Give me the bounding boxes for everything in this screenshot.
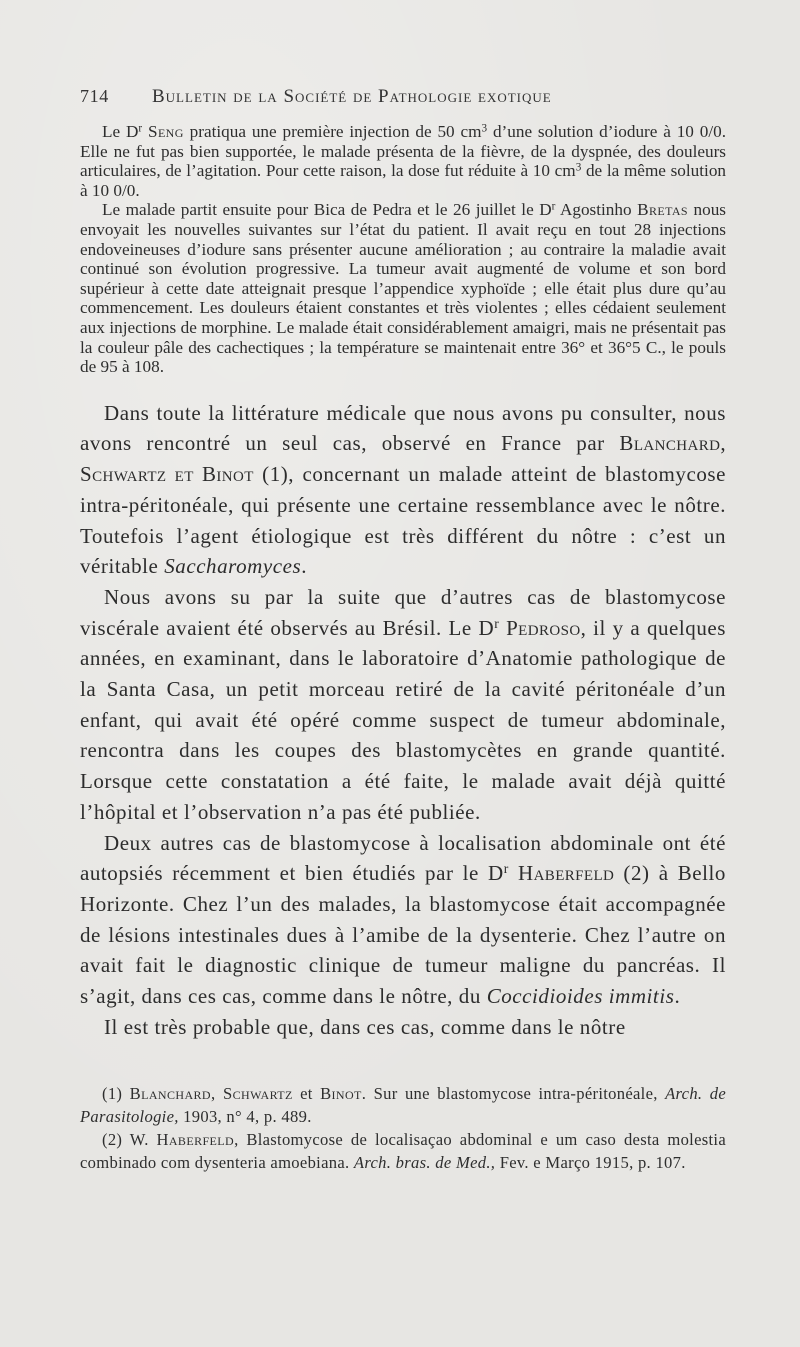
paragraph [80,582,726,828]
paragraph [80,828,726,1012]
author-names: Blanchard, Schwartz et Binot [80,431,726,487]
text-run: . [674,984,681,1009]
species-name: Saccharomyces [164,554,302,579]
text-run: et [292,1084,321,1104]
author-names: Blanchard, Schwartz [129,1084,293,1104]
footnote-marker: (1) [102,1084,130,1104]
text-run: nous envoyait les nouvelles suivantes sur l’état du patient. Il avait reçu en tout 28 injections endoveineuses d’iodure sans présenter aucune amélioration ; au contraire la maladie avait continué son évolution progressive. La tumeur avait augmenté de volume et son bord supérieur à cette date atteignait presque l’appendice xyphoïde ; elle était plus dure qu’au commencement. Les douleurs étaient constantes et très violentes ; elles cédaient seulement aux injections de morphine. Le malade était considérablement amaigri, mais ne présentait pas la couleur pâle des cachectiques ; la température se maintenait entre 36° et 36°5 C., le pouls de 95 à 108. [80,200,726,377]
text-run: de la même solution à 10 0/0. [80,161,727,200]
text-run: pratiqua une première injection de 50 cm [183,122,482,141]
journal-citation: Arch. bras. de Med., [353,1153,496,1173]
text-run: Le malade partit ensuite pour Bica de Pedra et le 26 juillet le D [102,200,552,220]
footnote-2 [80,1128,726,1174]
text-run: , Blastomycose de localisaçao abdominal e um caso desta molestia combinado com dysenteria amoebiana. [80,1130,726,1173]
discussion-text [80,398,726,1043]
text-run: d’une solution d’iodure à 10 0/0. Elle ne fut pas bien supportée, le malade présenta de la fièvre, de la dyspnée, des douleurs articulaires, de l’agitation. Pour cette raison, la dose fut réduite à 10 cm [80,122,727,181]
author-name: Bretas [637,200,688,220]
author-name: Pedroso [506,615,581,640]
superscript: 3 [575,161,582,174]
text-run: (1), concernant un malade atteint de blastomycose intra-péritonéale, qui présente une certaine ressemblance avec le nôtre. Toutefois l’agent étiologique est très différent du nôtre : c’est un véritable [80,462,726,579]
text-run: Fev. e Março 1915, p. 107. [495,1153,686,1173]
text-run: . [301,554,308,579]
journal-citation: Arch. de Parasitologie, [80,1084,727,1127]
superscript: r [503,861,509,877]
text-run: Nous avons su par la suite que d’autres cas de blastomycose viscérale avaient été observés au Brésil. Le D [80,584,726,640]
author-name: Haberfeld [518,861,615,886]
running-head [80,86,726,120]
superscript: r [551,200,556,213]
page-number: 714 [80,86,109,106]
superscript: 3 [481,122,488,135]
text-run: 1903, n° 4, p. 489. [178,1107,312,1127]
footnote-1 [80,1082,726,1128]
author-name: Haberfeld [156,1130,235,1150]
paragraph [80,398,726,582]
text-run: Le D [102,122,139,141]
paragraph [80,1012,726,1043]
superscript: r [138,122,143,135]
case-report-text [80,122,726,377]
text-run: . Sur une blastomycose intra-péritonéale, [361,1084,666,1104]
text-run: Il est très probable que, dans ces cas, comme dans le nôtre [104,1014,626,1039]
species-name: Coccidioides immitis [486,984,675,1009]
text-run: Dans toute la littérature médicale que nous avons pu consulter, nous avons rencontré un seul cas, observé en France par [80,400,726,456]
text-run: , il y a quelques années, en examinant, dans le laboratoire d’Anatomie pathologique de la Santa Casa, un petit morceau retiré de la cavité péritonéale d’un enfant, qui avait été opéré comme suspect de tumeur abdominale, rencontra dans les coupes des blastomycètes en grande quantité. Lorsque cette constatation a été faite, le malade avait déjà quitté l’hôpital et l’observation n’a pas été publiée. [80,615,726,824]
text-run: Agostinho [555,200,638,220]
footnote-marker: (2) W. [102,1130,157,1150]
footnotes [80,1082,726,1174]
author-name: Seng [147,122,184,141]
paragraph [80,200,726,376]
text-run: (2) à Bello Horizonte. Chez l’un des malades, la blastomycose était accompagnée de lésions intestinales dues à l’amibe de la dysenterie. Chez l’autre on avait fait le diagnostic clinique de tumeur maligne du pancréas. Il s’agit, dans ces cas, comme dans le nôtre, du [80,861,726,1009]
paragraph [80,122,726,200]
footnote-separator [80,1042,726,1082]
journal-title: Bulletin de la Société de Pathologie exotique [152,86,552,107]
superscript: r [494,615,500,631]
author-name: Binot [320,1084,362,1104]
text-run: Deux autres cas de blastomycose à localisation abdominale ont été autopsiés récemment et bien étudiés par le D [80,830,726,886]
